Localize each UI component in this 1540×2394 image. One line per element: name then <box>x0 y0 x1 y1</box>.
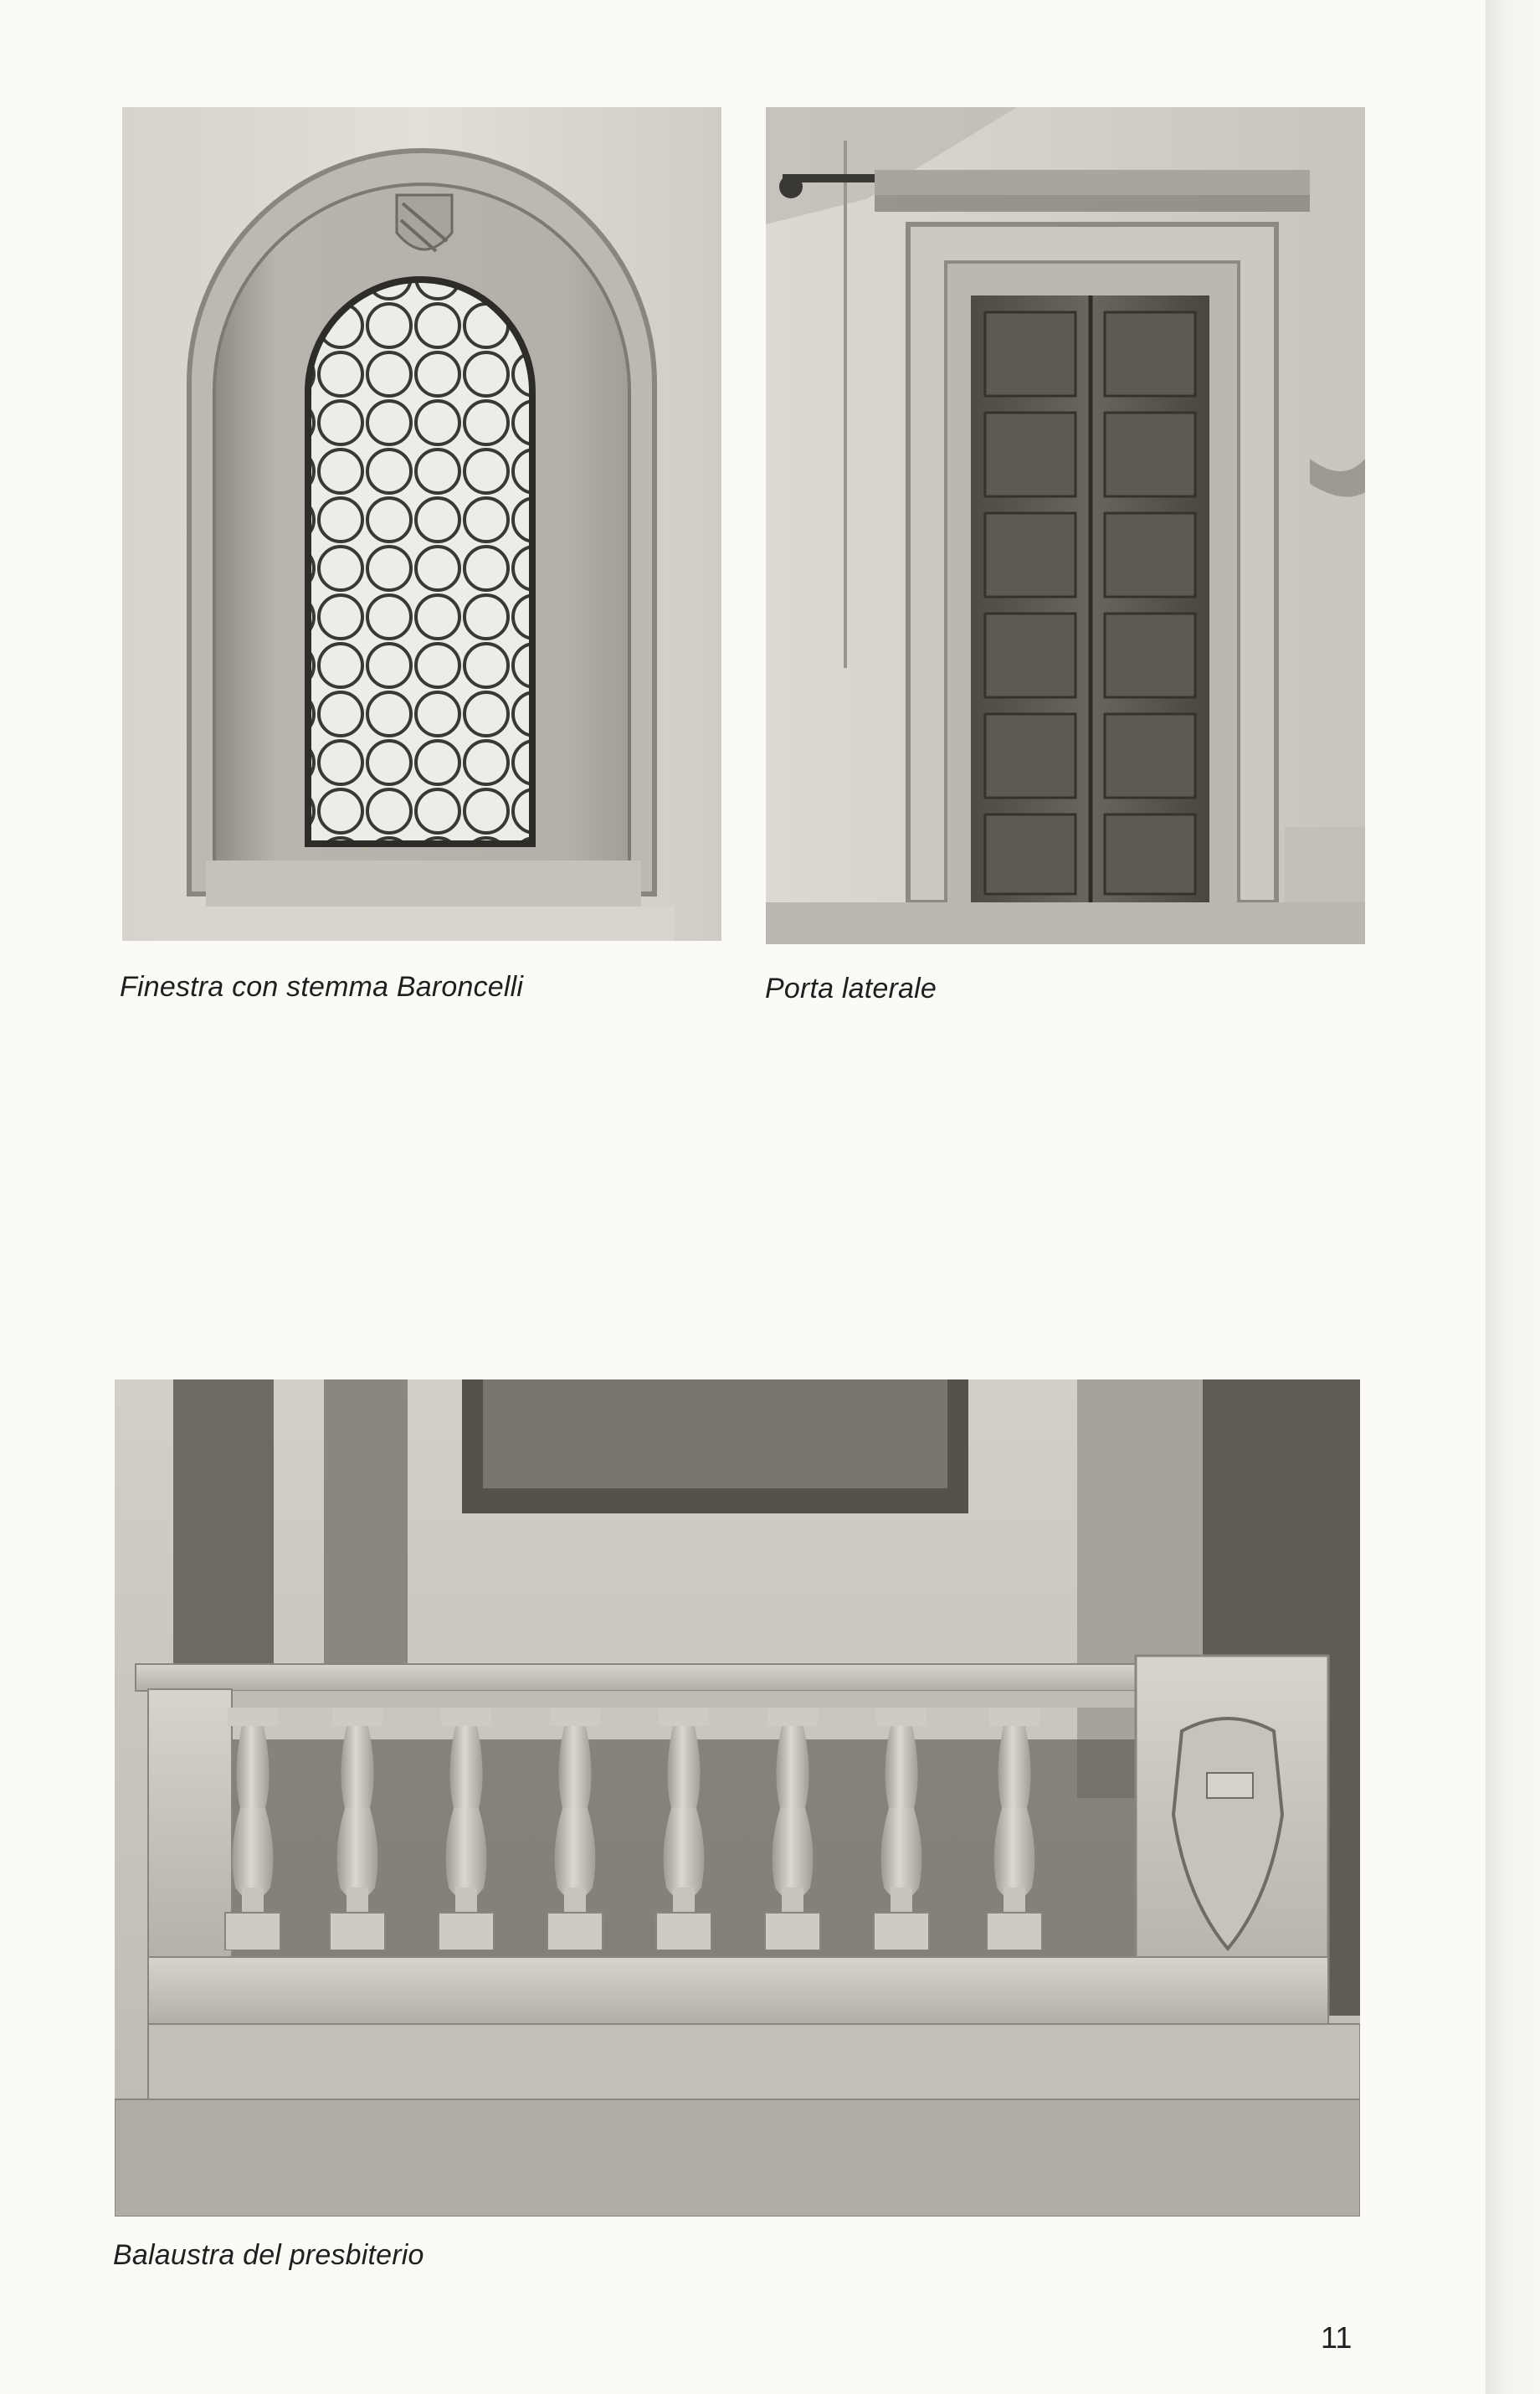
window-photo-caption: Finestra con stemma Baroncelli <box>120 971 524 1003</box>
balustrade-photo-caption: Balaustra del presbiterio <box>113 2239 424 2271</box>
door-photo-image <box>766 107 1365 944</box>
page-number: 11 <box>1321 2320 1353 2355</box>
window-photo <box>122 107 721 941</box>
page-edge <box>1486 0 1540 2394</box>
balustrade-photo-image <box>115 1379 1360 2217</box>
balustrade-photo <box>115 1379 1360 2217</box>
door-photo <box>766 107 1365 944</box>
window-photo-image <box>122 107 721 941</box>
door-photo-caption: Porta laterale <box>765 973 937 1004</box>
